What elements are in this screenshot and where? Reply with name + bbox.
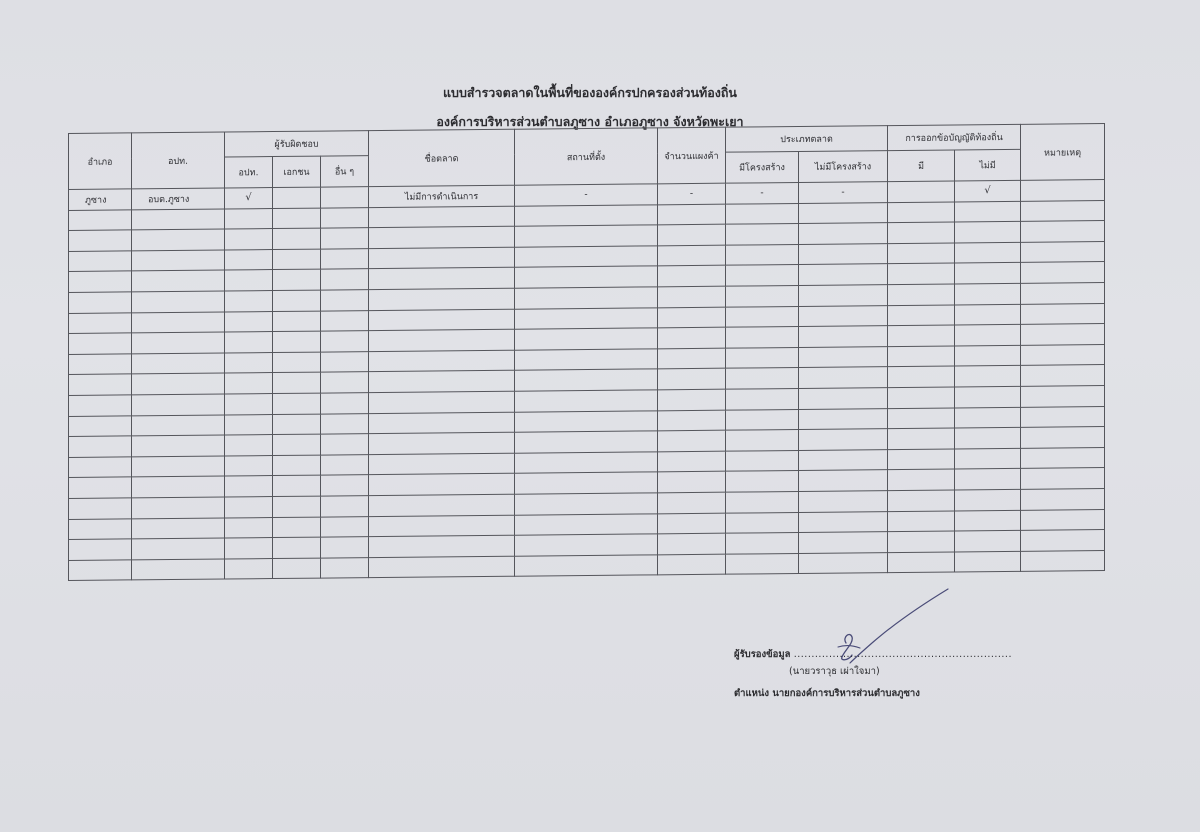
table-cell-empty (273, 228, 321, 249)
table-cell-empty (225, 517, 273, 538)
table-cell-empty (273, 414, 321, 435)
table-cell-empty (69, 415, 132, 436)
table-cell-empty (799, 285, 888, 306)
cell-stall-count: - (658, 183, 726, 204)
table-cell-empty (321, 248, 369, 269)
table-cell-empty (369, 391, 515, 413)
table-cell-empty (726, 430, 799, 451)
table-cell-empty (799, 243, 888, 264)
table-cell-empty (888, 428, 955, 449)
table-cell-empty (799, 202, 888, 223)
certifier-line (734, 647, 1012, 662)
table-cell-empty (69, 457, 132, 478)
table-cell-empty (273, 372, 321, 393)
table-cell-empty (273, 290, 321, 311)
table-cell-empty (888, 243, 955, 264)
table-cell-empty (225, 291, 273, 312)
table-cell-empty (515, 452, 658, 474)
document-subtitle: องค์การบริหารส่วนตำบลภูซาง อำเภอภูซาง จังหวัดพะเยา (436, 114, 744, 129)
table-cell-empty (1021, 221, 1105, 242)
table-cell-empty (955, 263, 1021, 284)
table-cell-empty (69, 209, 132, 230)
table-cell-empty (69, 477, 132, 498)
table-cell-empty (369, 268, 515, 290)
table-cell-empty (69, 312, 132, 333)
certifier-position: ตำแหน่ง นายกองค์การบริหารส่วนตำบลภูซาง (734, 688, 920, 699)
table-cell-empty (726, 512, 799, 533)
table-cell-empty (799, 511, 888, 532)
table-cell-empty (1021, 344, 1105, 365)
header-bylaw: การออกข้อบัญญัติท้องถิ่น (888, 124, 1021, 150)
table-cell-empty (888, 531, 955, 552)
table-cell-empty (658, 204, 726, 225)
header-without-structure: ไม่มีโครงสร้าง (799, 151, 888, 183)
table-cell-empty (888, 263, 955, 284)
table-cell-empty (369, 453, 515, 475)
header-with-structure: มีโครงสร้าง (726, 151, 799, 183)
table-cell-empty (1021, 550, 1105, 571)
table-cell-empty (273, 208, 321, 229)
header-bylaw-yes: มี (888, 150, 955, 182)
table-cell-empty (726, 244, 799, 265)
table-cell-empty (321, 537, 369, 558)
table-cell-empty (658, 307, 726, 328)
table-cell-empty (69, 251, 132, 272)
table-cell-empty (321, 310, 369, 331)
table-cell-empty (658, 410, 726, 431)
table-cell-empty (369, 474, 515, 496)
table-cell-empty (369, 288, 515, 310)
table-cell-empty (888, 284, 955, 305)
table-cell-empty (273, 496, 321, 517)
table-cell-empty (955, 448, 1021, 469)
table-cell-empty (888, 202, 955, 223)
header-responsible: ผู้รับผิดชอบ (225, 131, 369, 157)
table-cell-empty (658, 266, 726, 287)
table-cell-empty (515, 431, 658, 453)
table-cell-empty (132, 373, 225, 394)
table-cell-empty (955, 242, 1021, 263)
cell-location: - (515, 184, 658, 206)
table-cell-empty (658, 492, 726, 513)
table-cell-empty (888, 346, 955, 367)
table-cell-empty (225, 249, 273, 270)
table-cell-empty (273, 352, 321, 373)
cell-resp-private (273, 187, 321, 208)
table-cell-empty (658, 513, 726, 534)
table-cell-empty (225, 496, 273, 517)
table-cell-empty (225, 538, 273, 559)
header-market-name: ชื่อตลาด (369, 129, 515, 186)
cell-bylaw-yes (888, 181, 955, 202)
table-cell-empty (321, 228, 369, 249)
table-cell-empty (1021, 241, 1105, 262)
table-cell-empty (69, 539, 132, 560)
header-lao: อปท. (132, 132, 225, 189)
table-cell-empty (225, 414, 273, 435)
table-cell-empty (1021, 365, 1105, 386)
table-cell-empty (369, 226, 515, 248)
table-cell-empty (132, 229, 225, 250)
table-cell-empty (132, 538, 225, 559)
table-cell-empty (321, 207, 369, 228)
table-cell-empty (132, 517, 225, 538)
table-cell-empty (726, 224, 799, 245)
table-cell-empty (225, 352, 273, 373)
header-stall-count: จำนวนแผงค้า (658, 127, 726, 184)
table-cell-empty (888, 325, 955, 346)
table-cell-empty (515, 513, 658, 535)
table-cell-empty (658, 327, 726, 348)
table-cell-empty (955, 201, 1021, 222)
survey-table-wrapper (68, 123, 1104, 581)
table-cell-empty (515, 555, 658, 577)
table-cell-empty (321, 496, 369, 517)
table-cell-empty (888, 490, 955, 511)
table-cell-empty (369, 535, 515, 557)
table-cell-empty (1021, 530, 1105, 551)
table-cell-empty (1021, 509, 1105, 530)
table-cell-empty (369, 247, 515, 269)
market-survey-table (68, 123, 1105, 581)
table-cell-empty (225, 311, 273, 332)
table-cell-empty (955, 283, 1021, 304)
table-cell-empty (799, 552, 888, 573)
table-cell-empty (888, 449, 955, 470)
table-cell-empty (225, 476, 273, 497)
table-cell-empty (955, 345, 1021, 366)
table-cell-empty (132, 250, 225, 271)
table-cell-empty (1021, 283, 1105, 304)
table-cell-empty (369, 350, 515, 372)
table-cell-empty (726, 368, 799, 389)
table-cell-empty (799, 388, 888, 409)
table-cell-empty (955, 551, 1021, 572)
table-cell-empty (69, 333, 132, 354)
table-cell-empty (69, 230, 132, 251)
table-cell-empty (321, 331, 369, 352)
table-cell-empty (321, 434, 369, 455)
table-cell-empty (799, 305, 888, 326)
table-cell-empty (273, 331, 321, 352)
header-market-type: ประเภทตลาด (726, 126, 888, 153)
table-cell-empty (726, 306, 799, 327)
table-cell-empty (132, 476, 225, 497)
table-cell-empty (726, 347, 799, 368)
table-cell-empty (273, 249, 321, 270)
cell-market-name: ไม่มีการดำเนินการ (369, 185, 515, 207)
table-cell-empty (658, 369, 726, 390)
table-cell-empty (369, 309, 515, 331)
table-cell-empty (726, 409, 799, 430)
table-cell-empty (799, 449, 888, 470)
table-cell-empty (321, 516, 369, 537)
table-cell-empty (132, 209, 225, 230)
table-cell-empty (658, 348, 726, 369)
table-cell-empty (321, 413, 369, 434)
table-cell-empty (515, 287, 658, 309)
table-cell-empty (369, 371, 515, 393)
table-cell-empty (321, 393, 369, 414)
table-cell-empty (726, 327, 799, 348)
table-cell-empty (658, 286, 726, 307)
table-cell-empty (515, 225, 658, 247)
table-cell-empty (955, 222, 1021, 243)
table-cell-empty (799, 491, 888, 512)
table-cell-empty (515, 472, 658, 494)
table-cell-empty (321, 475, 369, 496)
table-cell-empty (726, 203, 799, 224)
table-cell-empty (515, 349, 658, 371)
table-cell-empty (225, 229, 273, 250)
table-cell-empty (658, 245, 726, 266)
table-cell-empty (69, 395, 132, 416)
table-cell-empty (726, 553, 799, 574)
table-cell-empty (955, 530, 1021, 551)
table-cell-empty (658, 389, 726, 410)
table-cell-empty (321, 290, 369, 311)
table-cell-empty (369, 412, 515, 434)
table-cell-empty (132, 497, 225, 518)
table-cell-empty (799, 326, 888, 347)
table-cell-empty (1021, 200, 1105, 221)
table-cell-empty (658, 430, 726, 451)
table-cell-empty (225, 558, 273, 579)
cell-resp-lao: √ (225, 188, 273, 209)
table-cell-empty (225, 455, 273, 476)
table-cell-empty (799, 223, 888, 244)
table-cell-empty (1021, 262, 1105, 283)
table-cell-empty (726, 388, 799, 409)
table-cell-empty (955, 304, 1021, 325)
table-cell-empty (132, 415, 225, 436)
table-cell-empty (799, 408, 888, 429)
table-cell-empty (369, 206, 515, 228)
cell-lao: อบต.ภูซาง (132, 188, 225, 209)
table-cell-empty (1021, 385, 1105, 406)
table-cell-empty (273, 434, 321, 455)
table-cell-empty (273, 558, 321, 579)
table-cell-empty (888, 408, 955, 429)
table-cell-empty (69, 271, 132, 292)
table-cell-empty (515, 390, 658, 412)
cell-district: ภูซาง (69, 189, 132, 210)
cell-without-structure: - (799, 182, 888, 203)
table-cell-empty (132, 559, 225, 580)
table-cell-empty (658, 554, 726, 575)
cell-remarks (1021, 180, 1105, 201)
table-cell-empty (1021, 303, 1105, 324)
header-resp-private: เอกชน (273, 156, 321, 187)
table-cell-empty (132, 435, 225, 456)
table-cell-empty (369, 494, 515, 516)
table-cell-empty (369, 515, 515, 537)
table-cell-empty (888, 552, 955, 573)
table-cell-empty (273, 269, 321, 290)
table-cell-empty (515, 410, 658, 432)
table-cell-empty (369, 329, 515, 351)
table-cell-empty (955, 407, 1021, 428)
table-cell-empty (799, 346, 888, 367)
table-cell-empty (888, 510, 955, 531)
signature-dots: .............................................................. (793, 649, 1012, 660)
table-cell-empty (955, 427, 1021, 448)
table-cell-empty (132, 394, 225, 415)
header-bylaw-no: ไม่มี (955, 149, 1021, 181)
certifier-label: ผู้รับรองข้อมูล (734, 649, 791, 660)
table-cell-empty (132, 456, 225, 477)
table-cell-empty (321, 269, 369, 290)
header-location: สถานที่ตั้ง (515, 128, 658, 185)
table-cell-empty (225, 208, 273, 229)
table-cell-empty (799, 367, 888, 388)
table-cell-empty (225, 270, 273, 291)
table-cell-empty (225, 393, 273, 414)
header-remarks: หมายเหตุ (1021, 124, 1105, 181)
table-cell-empty (515, 493, 658, 515)
table-cell-empty (799, 429, 888, 450)
table-cell-empty (1021, 324, 1105, 345)
cell-resp-other (321, 187, 369, 208)
table-cell-empty (132, 270, 225, 291)
table-cell-empty (69, 436, 132, 457)
table-cell-empty (515, 266, 658, 288)
header-resp-other: อื่น ๆ (321, 156, 369, 187)
table-cell-empty (515, 307, 658, 329)
table-cell-empty (658, 472, 726, 493)
table-cell-empty (955, 489, 1021, 510)
table-cell-empty (726, 285, 799, 306)
table-cell-empty (955, 366, 1021, 387)
header-resp-lao: อปท. (225, 157, 273, 188)
table-cell-empty (69, 292, 132, 313)
document-title: แบบสำรวจตลาดในพื้นที่ขององค์กรปกครองส่วนท้องถิ่น (443, 85, 737, 100)
table-cell-empty (69, 518, 132, 539)
table-cell-empty (799, 264, 888, 285)
table-cell-empty (321, 557, 369, 578)
table-cell-empty (799, 532, 888, 553)
table-cell-empty (888, 305, 955, 326)
table-cell-empty (273, 393, 321, 414)
table-cell-empty (955, 510, 1021, 531)
table-cell-empty (888, 469, 955, 490)
table-cell-empty (726, 491, 799, 512)
table-cell-empty (515, 369, 658, 391)
table-cell-empty (955, 386, 1021, 407)
table-cell-empty (1021, 427, 1105, 448)
table-cell-empty (1021, 468, 1105, 489)
table-cell-empty (515, 534, 658, 556)
header-district: อำเภอ (69, 133, 132, 190)
table-cell-empty (321, 351, 369, 372)
cell-bylaw-no: √ (955, 180, 1021, 201)
table-cell-empty (1021, 406, 1105, 427)
table-cell-empty (1021, 488, 1105, 509)
table-cell-empty (321, 454, 369, 475)
certifier-name: (นายวราวุธ เผ่าใจมา) (789, 666, 880, 677)
table-cell-empty (69, 374, 132, 395)
table-cell-empty (515, 246, 658, 268)
table-cell-empty (658, 451, 726, 472)
table-body (69, 180, 1105, 581)
table-cell-empty (726, 533, 799, 554)
table-cell-empty (132, 312, 225, 333)
table-cell-empty (658, 533, 726, 554)
table-cell-empty (69, 498, 132, 519)
table-cell-empty (726, 450, 799, 471)
cell-with-structure: - (726, 182, 799, 203)
table-cell-empty (515, 204, 658, 226)
table-cell-empty (515, 328, 658, 350)
table-cell-empty (225, 435, 273, 456)
table-cell-empty (273, 537, 321, 558)
table-cell-empty (321, 372, 369, 393)
table-cell-empty (69, 354, 132, 375)
table-cell-empty (726, 471, 799, 492)
table-cell-empty (273, 475, 321, 496)
table-cell-empty (225, 332, 273, 353)
table-cell-empty (225, 373, 273, 394)
table-cell-empty (799, 470, 888, 491)
table-cell-empty (888, 366, 955, 387)
table-cell-empty (955, 325, 1021, 346)
table-cell-empty (132, 353, 225, 374)
table-cell-empty (369, 556, 515, 578)
table-cell-empty (726, 265, 799, 286)
table-cell-empty (888, 387, 955, 408)
table-cell-empty (888, 222, 955, 243)
table-cell-empty (273, 455, 321, 476)
table-cell-empty (1021, 447, 1105, 468)
table-cell-empty (132, 291, 225, 312)
table-cell-empty (132, 332, 225, 353)
table-cell-empty (955, 469, 1021, 490)
table-cell-empty (273, 311, 321, 332)
table-cell-empty (658, 224, 726, 245)
table-cell-empty (69, 560, 132, 581)
table-cell-empty (369, 432, 515, 454)
table-cell-empty (273, 517, 321, 538)
